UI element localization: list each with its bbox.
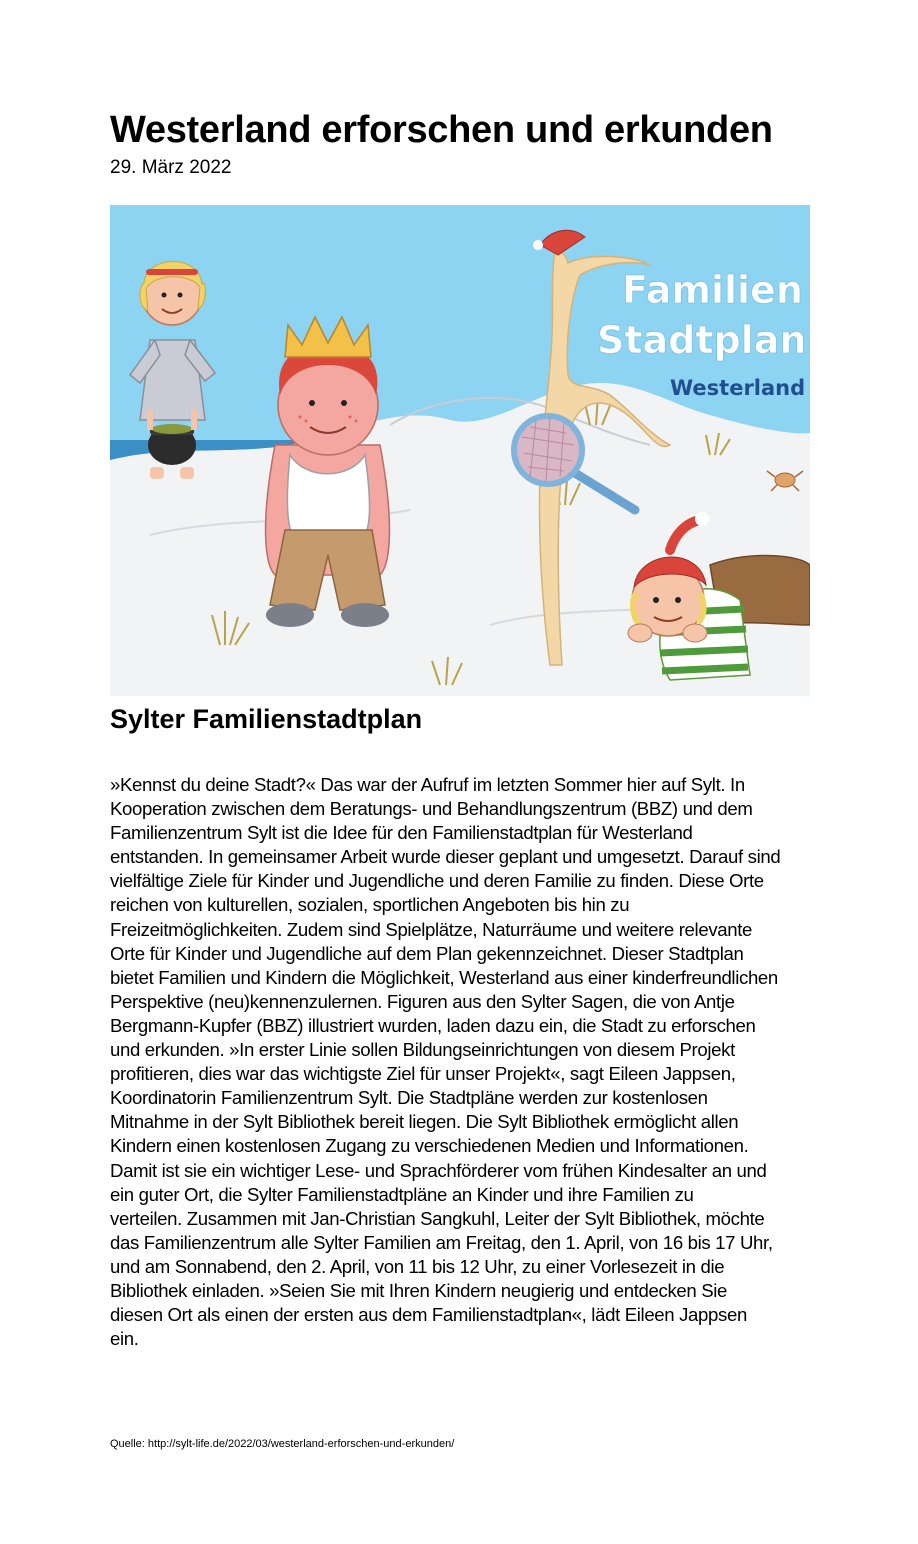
article-subtitle: Sylter Familienstadtplan — [110, 704, 423, 734]
familienstadtplan-illustration — [110, 205, 810, 696]
logo-line-3: Westerland — [670, 376, 806, 400]
article-title: Westerland erforschen und erkunden — [110, 109, 773, 151]
article-date: 29. März 2022 — [110, 157, 232, 178]
hero-illustration — [110, 205, 810, 696]
logo-line-1: Familien — [622, 268, 803, 312]
source-citation: Quelle: http://sylt-life.de/2022/03/westerland-erforschen-und-erkunden/ — [110, 1438, 455, 1450]
logo-line-2: Stadtplan — [597, 318, 807, 362]
article-body: »Kennst du deine Stadt?« Das war der Aufruf im letzten Sommer hier auf Sylt. In Kooperation zwischen dem Beratungs- und Behandlungszentrum (BBZ) und dem Familienzentrum Sylt ist die Idee für den Familienstadtplan für Westerland entstanden. In gemeinsamer Arbeit wurde dieser geplant und umgesetzt. Darauf sind vielfältige Ziele für Kinder und Jugendliche und deren Familie zu finden. Diese Orte reichen von kulturellen, sozialen, sportlichen Angeboten bis hin zu Freizeitmöglichkeiten. Zudem sind Spielplätze, Naturräume und weitere relevante Orte für Kinder und Jugendliche auf dem Plan gekennzeichnet. Dieser Stadtplan bietet Familien und Kindern die Möglichkeit, Westerland aus einer kinderfreundlichen Perspektive (neu)kennenzulernen. Figuren aus den Sylter Sagen, die von Antje Bergmann-Kupfer (BBZ) illustriert wurden, laden dazu ein, die Stadt zu erforschen und erkunden. »In erster Linie sollen Bildungseinrichtungen von diesem Projekt profitieren, dies war das wichtigste Ziel für unser Projekt«, sagt Eileen Jappsen, Koordinatorin Familienzentrum Sylt. Die Stadtpläne werden zur kostenlosen Mitnahme in der Sylt Bibliothek bereit liegen. Die Sylt Bibliothek ermöglicht allen Kindern einen kostenlosen Zugang zu verschiedenen Medien und Informationen. Damit ist sie ein wichtiger Lese- und Sprachförderer vom frühen Kindesalter an und ein guter Ort, die Sylter Familienstadtpläne an Kinder und ihre Familien zu verteilen. Zusammen mit Jan-Christian Sangkuhl, Leiter der Sylt Bibliothek, möchte das Familienzentrum alle Sylter Familien am Freitag, den 1. April, von 16 bis 17 Uhr, und am Sonnabend, den 2. April, von 11 bis 12 Uhr, zu einer Vorlesezeit in die Bibliothek einladen. »Seien Sie mit Ihren Kindern neugierig und entdecken Sie diesen Ort als einen der ersten aus dem Familienstadtplan«, lädt Eileen Jappsen ein. — [110, 774, 781, 1350]
